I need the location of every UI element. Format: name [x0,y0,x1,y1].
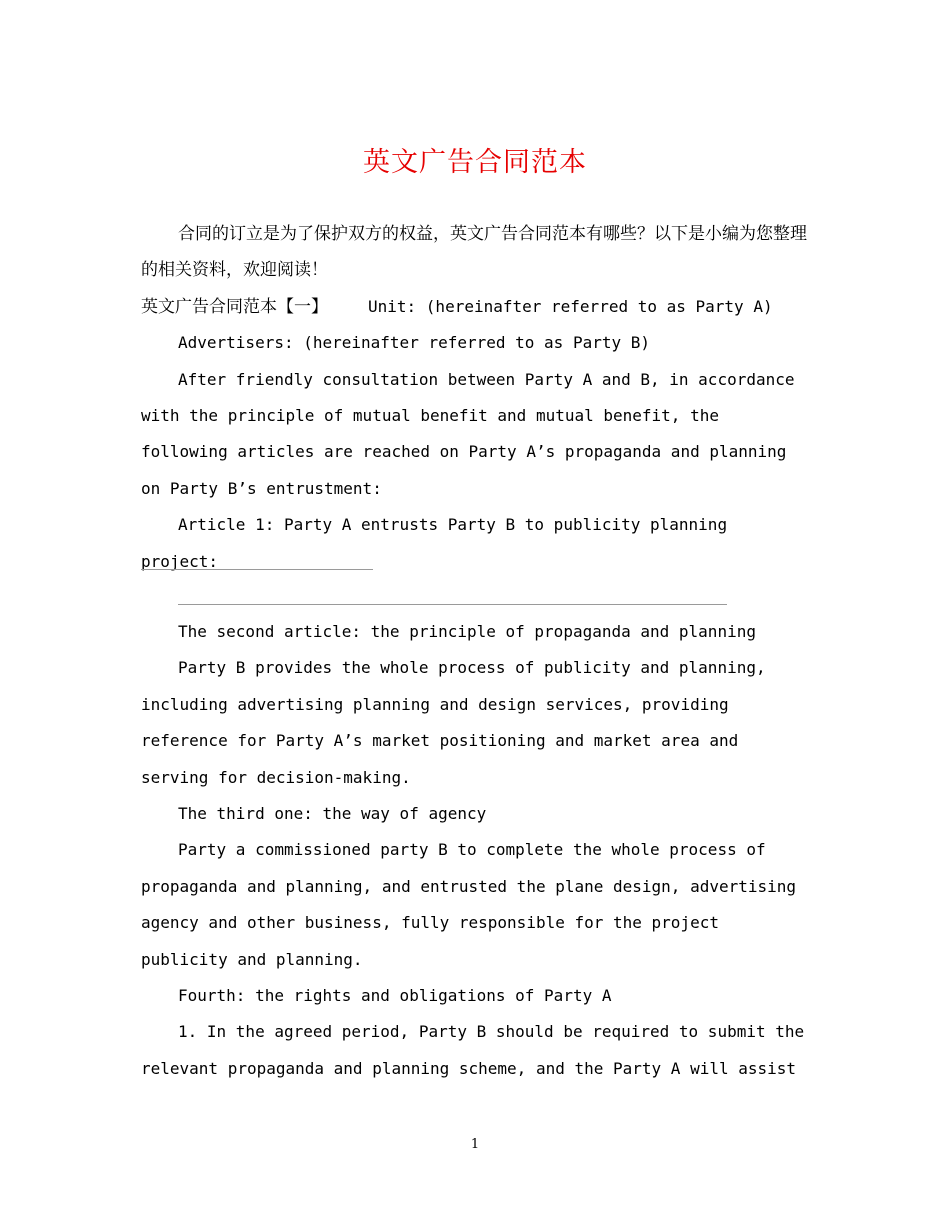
article-4-heading: Fourth: the rights and obligations of Party A [178,986,612,1006]
consultation-paragraph: After friendly consultation between Party A and B, in accordance with the principle of mutual benefit and mutual benefit, the following articles are reached on Party A’s propaganda and planning on Party B’s entrustment: [141,369,795,498]
document-body-continued [141,614,811,1087]
article-1: Article 1: Party A entrusts Party B to publicity planning project: [141,515,728,571]
blank-fill-line-2 [178,604,727,605]
article-2-body: Party B provides the whole process of publicity and planning, including advertising planning and design services, providing reference for Party A’s market positioning and market area and serving for decision-making. [141,658,766,787]
section-header-line [141,289,811,325]
blank-fill-line-1 [141,569,373,570]
advertisers-line: Advertisers: (hereinafter referred to as Party B) [178,333,651,353]
section-heading: 英文广告合同范本【一】 [141,296,328,317]
article-3-body: Party a commissioned party B to complete the whole process of propaganda and planning, and entrusted the plane design, advertising agency and other business, fully responsible for the project publicity and planning. [141,840,797,969]
page-number: 1 [470,1137,480,1152]
article-2-heading: The second article: the principle of propaganda and planning [178,622,756,641]
intro-paragraph: 合同的订立是为了保护双方的权益，英文广告合同范本有哪些？以下是小编为您整理的相关资料，欢迎阅读！ [141,224,807,281]
unit-line: Unit: (hereinafter referred to as Party A) [368,296,773,316]
document-body [141,216,811,580]
document-title: 英文广告合同范本 [363,147,587,178]
article-3-heading: The third one: the way of agency [178,804,487,824]
article-4-item-1: 1. In the agreed period, Party B should be required to submit the relevant propaganda and planning scheme, and the Party A will assist [141,1022,805,1078]
